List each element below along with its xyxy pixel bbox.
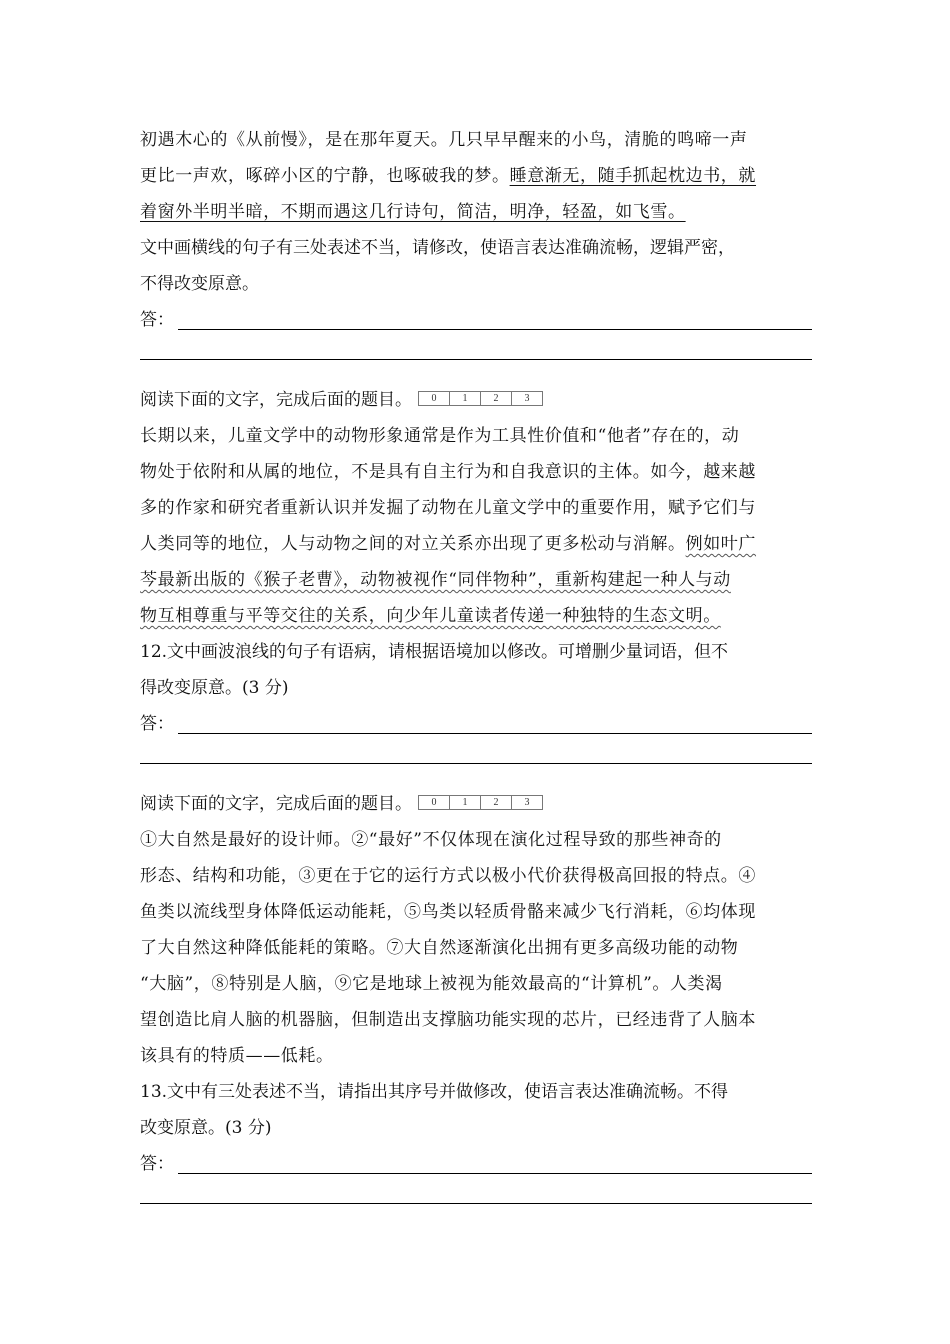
score-cell[interactable]: 2 — [481, 796, 512, 809]
underlined-sentence: 睡意渐无，随手抓起枕边书，就 — [509, 166, 757, 186]
answer-line-2[interactable] — [140, 742, 812, 778]
answer-label: 答： — [140, 310, 174, 330]
question-line: 12.文中画波浪线的句子有语病，请根据语境加以修改。可增删少量词语，但不 — [140, 642, 729, 662]
passage-line: 鱼类以流线型身体降低运动能耗，⑤鸟类以轻质骨骼来减少飞行消耗，⑥均体现 — [140, 902, 756, 922]
question-line: 改变原意。(3 分) — [140, 1118, 272, 1138]
score-cell[interactable]: 0 — [419, 796, 450, 809]
passage-line: 形态、结构和功能，③更在于它的运行方式以极小代价获得极高回报的特点。④ — [140, 866, 756, 886]
question-line: 不得改变原意。 — [140, 274, 259, 294]
answer-rule — [178, 1173, 812, 1174]
underlined-sentence: 着窗外半明半暗，不期而遇这几行诗句，简洁，明净，轻盈，如飞雪。 — [140, 202, 686, 222]
wavy-sentence: 物互相尊重与平等交往的关系，向少年儿童读者传递一种独特的生态文明。 — [140, 606, 721, 626]
passage-line: 了大自然这种降低能耗的策略。⑦大自然逐渐演化出拥有更多高级功能的动物 — [140, 938, 739, 958]
answer-label: 答： — [140, 1154, 174, 1174]
passage-line: 物处于依附和从属的地位，不是具有自主行为和自我意识的主体。如今，越来越 — [140, 462, 756, 482]
passage-line — [140, 598, 812, 634]
answer-line[interactable] — [140, 302, 812, 338]
passage-line: 多的作家和研究者重新认识并发掘了动物在儿童文学中的重要作用，赋予它们与 — [140, 498, 756, 518]
answer-rule — [140, 359, 812, 360]
answer-label: 答： — [140, 714, 174, 734]
passage-line: 初遇木心的《从前慢》，是在那年夏天。几只早早醒来的小鸟，清脆的鸣啼一声 — [140, 130, 748, 150]
score-cell[interactable]: 1 — [450, 796, 481, 809]
score-cell[interactable]: 0 — [419, 392, 450, 405]
passage-text: 人类同等的地位，人与动物之间的对立关系亦出现了更多松动与消解。 — [140, 534, 686, 554]
score-box[interactable] — [418, 391, 543, 406]
passage-line: 长期以来，儿童文学中的动物形象通常是作为工具性价值和“他者”存在的，动 — [140, 426, 740, 446]
section-intro — [140, 382, 812, 418]
passage-line: “大脑”，⑧特别是人脑，⑨它是地球上被视为能效最高的“计算机”。人类渴 — [140, 974, 723, 994]
question-line: 13.文中有三处表述不当，请指出其序号并做修改，使语言表达准确流畅。不得 — [140, 1082, 729, 1102]
answer-rule — [140, 763, 812, 764]
passage-line: 该具有的特质——低耗。 — [140, 1046, 334, 1066]
worksheet-page — [140, 122, 812, 1218]
answer-line[interactable] — [140, 1146, 812, 1182]
passage-text: 更比一声欢，啄碎小区的宁静，也啄破我的梦。 — [140, 166, 510, 186]
score-cell[interactable]: 3 — [524, 797, 530, 808]
answer-line-2[interactable] — [140, 338, 812, 374]
answer-line-2[interactable] — [140, 1182, 812, 1218]
wavy-sentence: 例如叶广 — [685, 534, 757, 554]
score-cell[interactable]: 2 — [481, 392, 512, 405]
question-line: 得改变原意。(3 分) — [140, 678, 289, 698]
intro-text: 阅读下面的文字，完成后面的题目。 — [140, 390, 412, 410]
passage-line: 望创造比肩人脑的机器脑，但制造出支撑脑功能实现的芯片，已经违背了人脑本 — [140, 1010, 756, 1030]
answer-rule — [178, 733, 812, 734]
score-box[interactable] — [418, 795, 543, 810]
wavy-sentence: 芩最新出版的《猴子老曹》，动物被视作“同伴物种”，重新构建起一种人与动 — [140, 570, 731, 590]
passage-line — [140, 526, 812, 562]
answer-rule — [140, 1203, 812, 1204]
question-line: 文中画横线的句子有三处表述不当，请修改，使语言表达准确流畅，逻辑严密， — [140, 238, 735, 258]
section-intro — [140, 786, 812, 822]
passage-line — [140, 194, 812, 230]
intro-text: 阅读下面的文字，完成后面的题目。 — [140, 794, 412, 814]
passage-line — [140, 562, 812, 598]
score-cell[interactable]: 1 — [450, 392, 481, 405]
answer-rule — [178, 329, 812, 330]
score-cell[interactable]: 3 — [524, 393, 530, 404]
answer-line[interactable] — [140, 706, 812, 742]
passage-line: ①大自然是最好的设计师。②“最好”不仅体现在演化过程导致的那些神奇的 — [140, 830, 722, 850]
passage-line — [140, 158, 812, 194]
